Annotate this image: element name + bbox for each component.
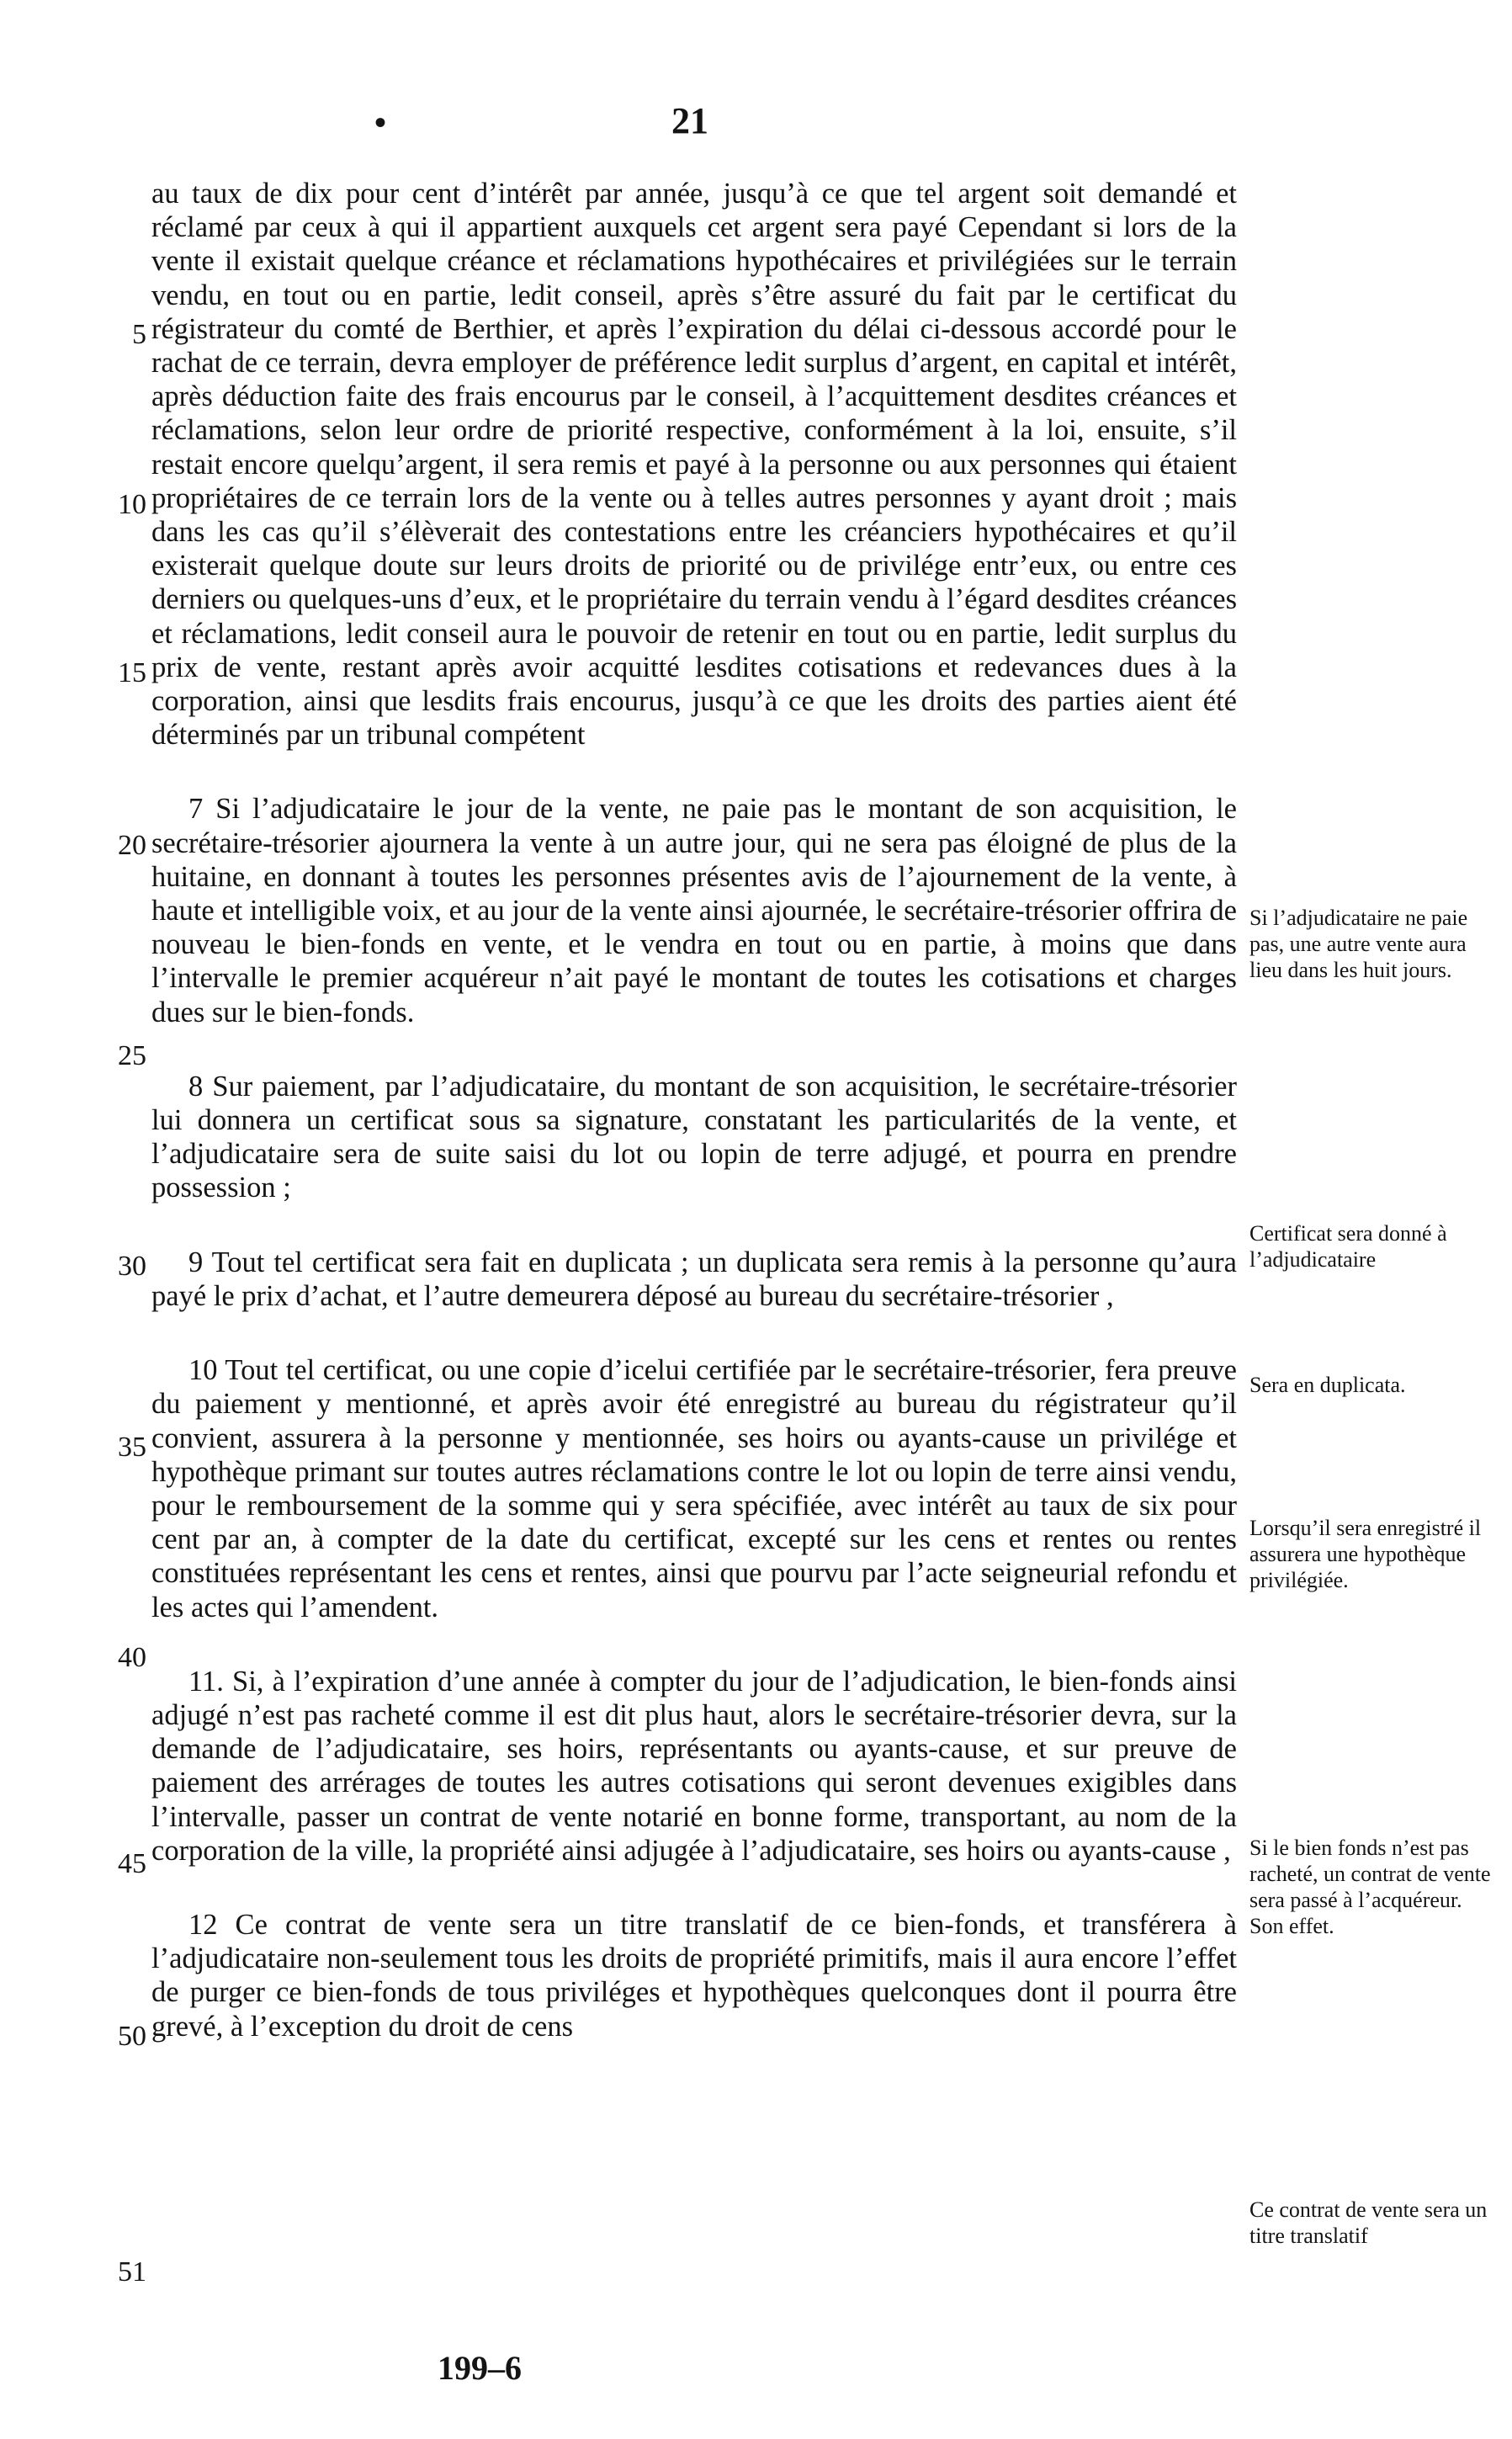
line-number: 30 (118, 1251, 146, 1282)
line-number: 40 (118, 1642, 146, 1673)
line-number: 10 (118, 489, 146, 520)
body-text (151, 177, 1237, 2043)
line-number: 15 (118, 657, 146, 688)
line-number: 5 (132, 319, 146, 350)
line-number: 45 (118, 1848, 146, 1879)
margin-note: Ce contrat de vente sera un titre translatif (1249, 2197, 1488, 2248)
paragraph-section-8: 8 Sur paiement, par l’adjudicataire, du montant de son acquisition, le secrétaire-trésorier lui donnera un certificat sous sa signature, constatant les particularités de la vente, et l’adjudicataire sera de suite saisi du lot ou lopin de terre adjugé, et pourra en prendre possession ; (151, 1070, 1237, 1204)
paragraph-section-10: 10 Tout tel certificat, ou une copie d’icelui certifiée par le secrétaire-trésorier, fera preuve du paiement y mentionné, et après avoir été enregistré au bureau du régistrateur qu’il convient, assurera à la personne y mentionnée, ses hoirs ou ayants-cause un privilége et hypothèque primant sur toutes autres réclamations contre le lot ou lopin de terre ainsi vendu, pour le remboursement de la somme qui y sera spécifiée, avec intérêt au taux de six pour cent par an, à compter de la date du certificat, excepté sur les cens et rentes ou rentes constituées représentant les cens et rentes, ainsi que pourvu par l’acte seigneurial refondu et les actes qui l’amendent. (151, 1354, 1237, 1623)
line-number: 35 (118, 1432, 146, 1463)
margin-note: Lorsqu’il sera enregistré il assurera une hypothèque privilégiée. (1249, 1516, 1482, 1592)
margin-note: Si l’adjudicataire ne paie pas, une autre vente aura lieu dans les huit jours. (1249, 906, 1468, 982)
margin-note: Sera en duplicata. (1249, 1373, 1406, 1397)
line-number: 20 (118, 830, 146, 861)
page-marker: • (374, 104, 387, 141)
line-number: 50 (118, 2021, 146, 2052)
margin-note: Certificat sera donné à l’adjudicataire (1249, 1221, 1447, 1272)
paragraph-section-12: 12 Ce contrat de vente sera un titre translatif de ce bien-fonds, et transférera à l’adjudicataire non-seulement tous les droits de propriété primitifs, mais il aura encore l’effet de purger ce bien-fonds de tous priviléges et hypothèques quelconques dont il pourra être grevé, à l’exception du droit de cens (151, 1908, 1237, 2043)
margin-note: Si le bien fonds n’est pas racheté, un contrat de vente sera passé à l’acquéreur. Son effet. (1249, 1836, 1491, 1938)
paragraph-section-7: 7 Si l’adjudicataire le jour de la vente, ne paie pas le montant de son acquisition, le secrétaire-trésorier ajournera la vente à un autre jour, qui ne sera pas éloigné de plus de la huitaine, en donnant à toutes les personnes présentes avis de l’ajournement de la vente, à haute et intelligible voix, et au jour de la vente ainsi ajournée, le secrétaire-trésorier offrira de nouveau le bien-fonds en vente, et le vendra en tout ou en partie, à moins que dans l’intervalle le premier acquéreur n’ait payé le montant de toutes les cotisations et charges dues sur le bien-fonds. (151, 793, 1237, 1028)
paragraph-section-9: 9 Tout tel certificat sera fait en duplicata ; un duplicata sera remis à la personne qu’aura payé le prix d’achat, et l’autre demeurera déposé au bureau du secrétaire-trésorier , (151, 1246, 1237, 1312)
paragraph-section-11: 11. Si, à l’expiration d’une année à compter du jour de l’adjudication, le bien-fonds ainsi adjugé n’est pas racheté comme il est dit plus haut, alors le secrétaire-trésorier devra, sur la demande de l’adjudicataire, ses hoirs, représentants ou ayants-cause, et sur preuve de paiement des arrérages de toutes les autres cotisations qui seront devenues exigibles dans l’intervalle, passer un contrat de vente notarié en bonne forme, transportant, au nom de la corporation de la ville, la propriété ainsi adjugée à l’adjudicataire, ses hoirs ou ayants-cause , (151, 1665, 1237, 1867)
line-number: 25 (118, 1040, 146, 1071)
line-number: 51 (118, 2256, 146, 2288)
page-number: 21 (671, 100, 708, 141)
signature-mark: 199–6 (438, 2349, 522, 2387)
paragraph-continuation: au taux de dix pour cent d’intérêt par année, jusqu’à ce que tel argent soit demandé et réclamé par ceux à qui il appartient auxquels cet argent sera payé Cependant si lors de la vente il existait quelque créance et réclamations hypothécaires et privilégiées sur le terrain vendu, en tout ou en partie, ledit conseil, après s’être assuré du fait par le certificat du régistrateur du comté de Berthier, et après l’expiration du délai ci-dessous accordé pour le rachat de ce terrain, devra employer de préférence ledit surplus d’argent, en capital et intérêt, après déduction faite des frais encourus par le conseil, à l’acquittement desdites créances et réclamations, selon leur ordre de priorité respective, conformément à la loi, ensuite, s’il restait encore quelqu’argent, il sera remis et payé à la personne ou aux personnes qui étaient propriétaires de ce terrain lors de la vente ou à telles autres personnes y ayant droit ; mais dans les cas qu’il s’élèverait des contestations entre les créanciers hypothécaires et qu’il existerait quelque doute sur leurs droits de priorité ou de privilége entr’eux, ou entre ces derniers ou quelques-uns d’eux, et le propriétaire du terrain vendu à l’égard desdites créances et réclamations, ledit conseil aura le pouvoir de retenir en tout ou en partie, ledit surplus du prix de vente, restant après avoir acquitté lesdites cotisations et redevances dues à la corporation, ainsi que lesdits frais encourus, jusqu’à ce que les droits des parties aient été déterminés par un tribunal compétent (151, 178, 1237, 752)
